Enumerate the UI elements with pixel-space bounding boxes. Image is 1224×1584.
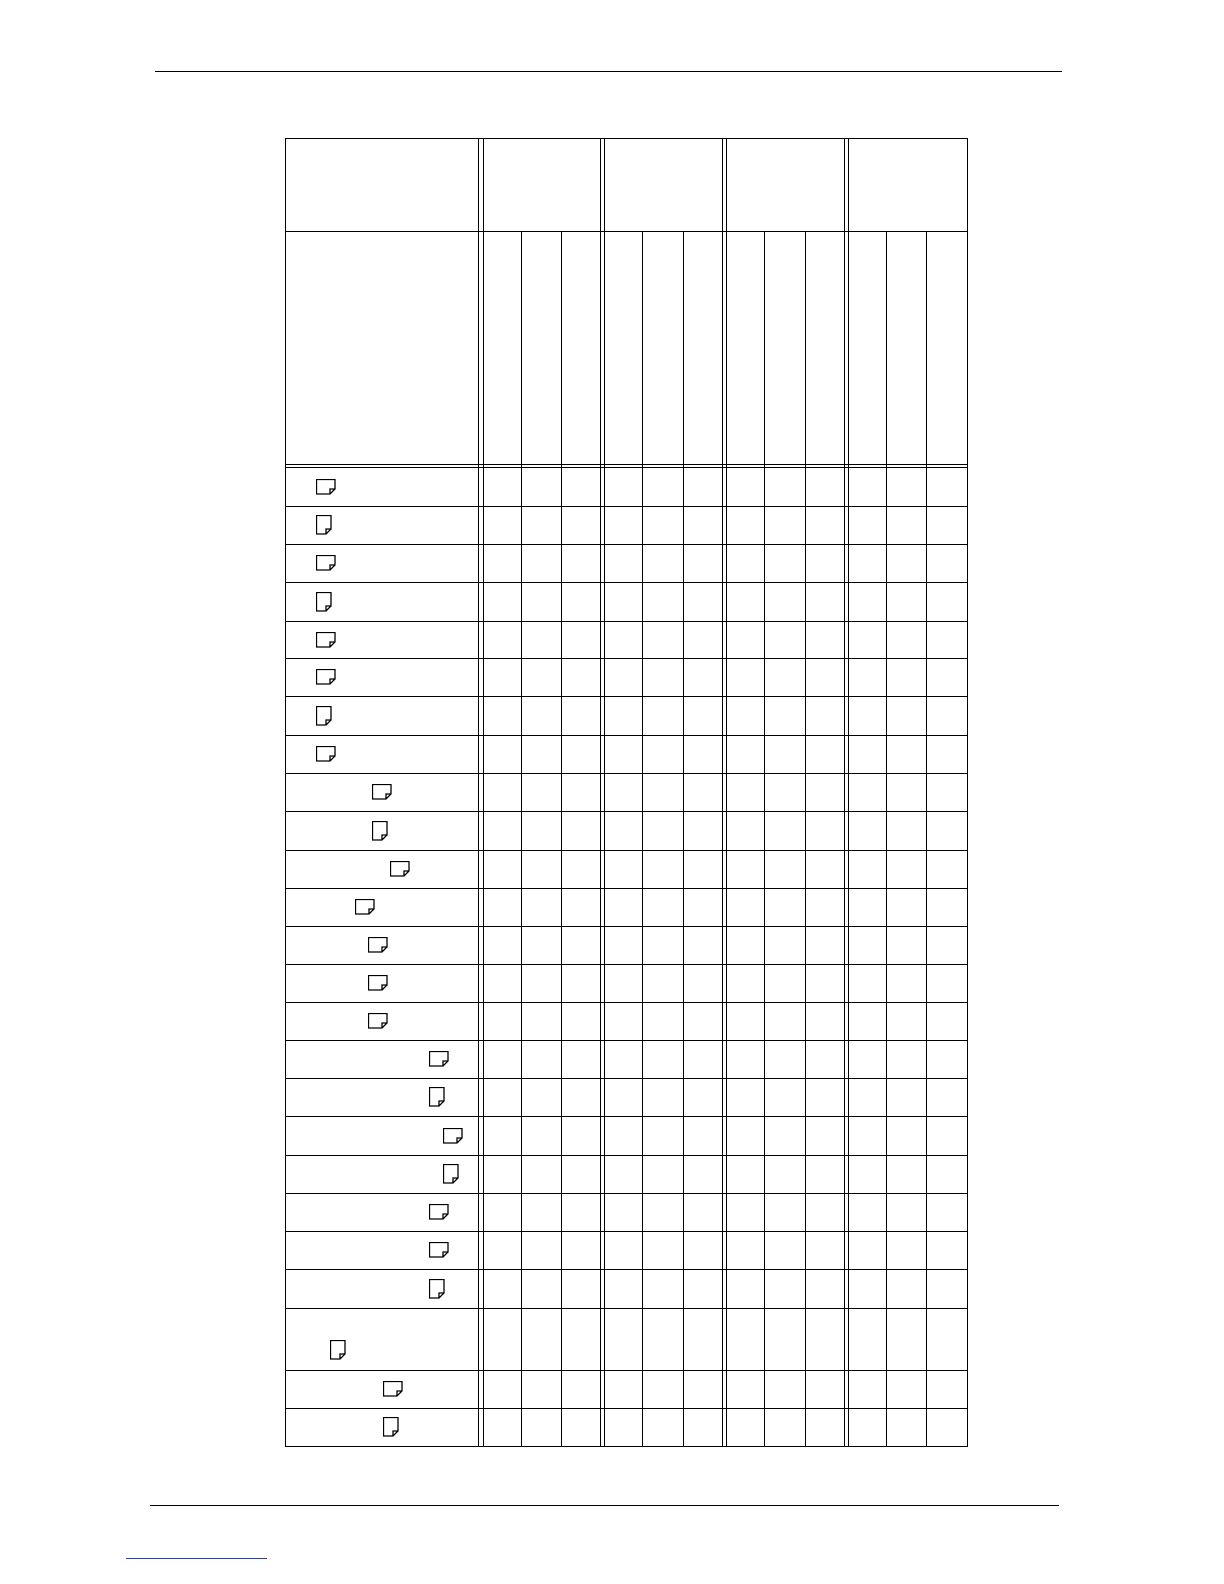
column-divider [561, 231, 562, 1446]
paper-portrait-icon [429, 1279, 445, 1299]
paper-portrait-icon [330, 1340, 346, 1360]
row-label-cell [286, 468, 479, 506]
group-separator [726, 139, 727, 1446]
paper-landscape-icon [368, 937, 388, 953]
row-label-cell [286, 773, 479, 811]
row-label-cell [286, 735, 479, 773]
column-divider [926, 231, 927, 1446]
row-label-cell [286, 1155, 479, 1193]
row-label-cell [286, 582, 479, 621]
paper-landscape-icon [429, 1051, 449, 1067]
paper-portrait-icon [316, 706, 332, 726]
paper-landscape-icon [368, 975, 388, 991]
column-divider [521, 231, 522, 1446]
paper-landscape-icon [443, 1128, 463, 1144]
column-divider [764, 231, 765, 1446]
paper-portrait-icon [372, 821, 388, 841]
row-label-cell [286, 1078, 479, 1116]
row-label-cell [286, 1040, 479, 1078]
group-separator [722, 139, 723, 1446]
row-label-cell [286, 658, 479, 696]
paper-landscape-icon [390, 861, 410, 877]
paper-landscape-icon [316, 632, 336, 648]
paper-portrait-icon [443, 1164, 459, 1184]
column-divider [805, 231, 806, 1446]
row-label-cell [286, 1002, 479, 1040]
row-label-cell [286, 1231, 479, 1269]
row-label-cell [286, 1116, 479, 1155]
row-label-cell [286, 964, 479, 1002]
paper-size-compatibility-table [285, 138, 968, 1447]
paper-landscape-icon [355, 899, 375, 915]
paper-landscape-icon [372, 784, 392, 800]
row-label-cell [286, 1269, 479, 1308]
row-label-cell [286, 544, 479, 582]
row-label-cell [286, 850, 479, 888]
row-label-cell [286, 506, 479, 544]
paper-landscape-icon [316, 669, 336, 685]
row-label-cell [286, 1370, 479, 1408]
group-separator [844, 139, 845, 1446]
row-label-cell [286, 621, 479, 658]
paper-landscape-icon [316, 555, 336, 571]
column-divider [642, 231, 643, 1446]
paper-landscape-icon [383, 1381, 403, 1397]
group-separator [483, 139, 484, 1446]
row-label-cell [286, 1308, 479, 1370]
paper-portrait-icon [383, 1417, 399, 1437]
row-label-cell [286, 811, 479, 850]
row-label-cell [286, 1193, 479, 1231]
paper-portrait-icon [429, 1087, 445, 1107]
footer-rule [150, 1505, 1059, 1506]
row-label-cell [286, 696, 479, 735]
paper-landscape-icon [316, 479, 336, 495]
group-separator [604, 139, 605, 1446]
subheader-divider-1 [286, 464, 967, 465]
row-label-cell [286, 1408, 479, 1446]
footer-link-underline[interactable] [126, 1558, 267, 1559]
header-rule [155, 71, 1062, 72]
paper-portrait-icon [316, 592, 332, 612]
header-divider [286, 231, 967, 232]
paper-landscape-icon [368, 1013, 388, 1029]
paper-landscape-icon [316, 746, 336, 762]
group-separator [848, 139, 849, 1446]
row-label-cell [286, 926, 479, 964]
column-divider [886, 231, 887, 1446]
group-separator [600, 139, 601, 1446]
paper-portrait-icon [316, 515, 332, 535]
paper-landscape-icon [429, 1242, 449, 1258]
row-label-cell [286, 888, 479, 926]
column-divider [683, 231, 684, 1446]
paper-landscape-icon [429, 1204, 449, 1220]
